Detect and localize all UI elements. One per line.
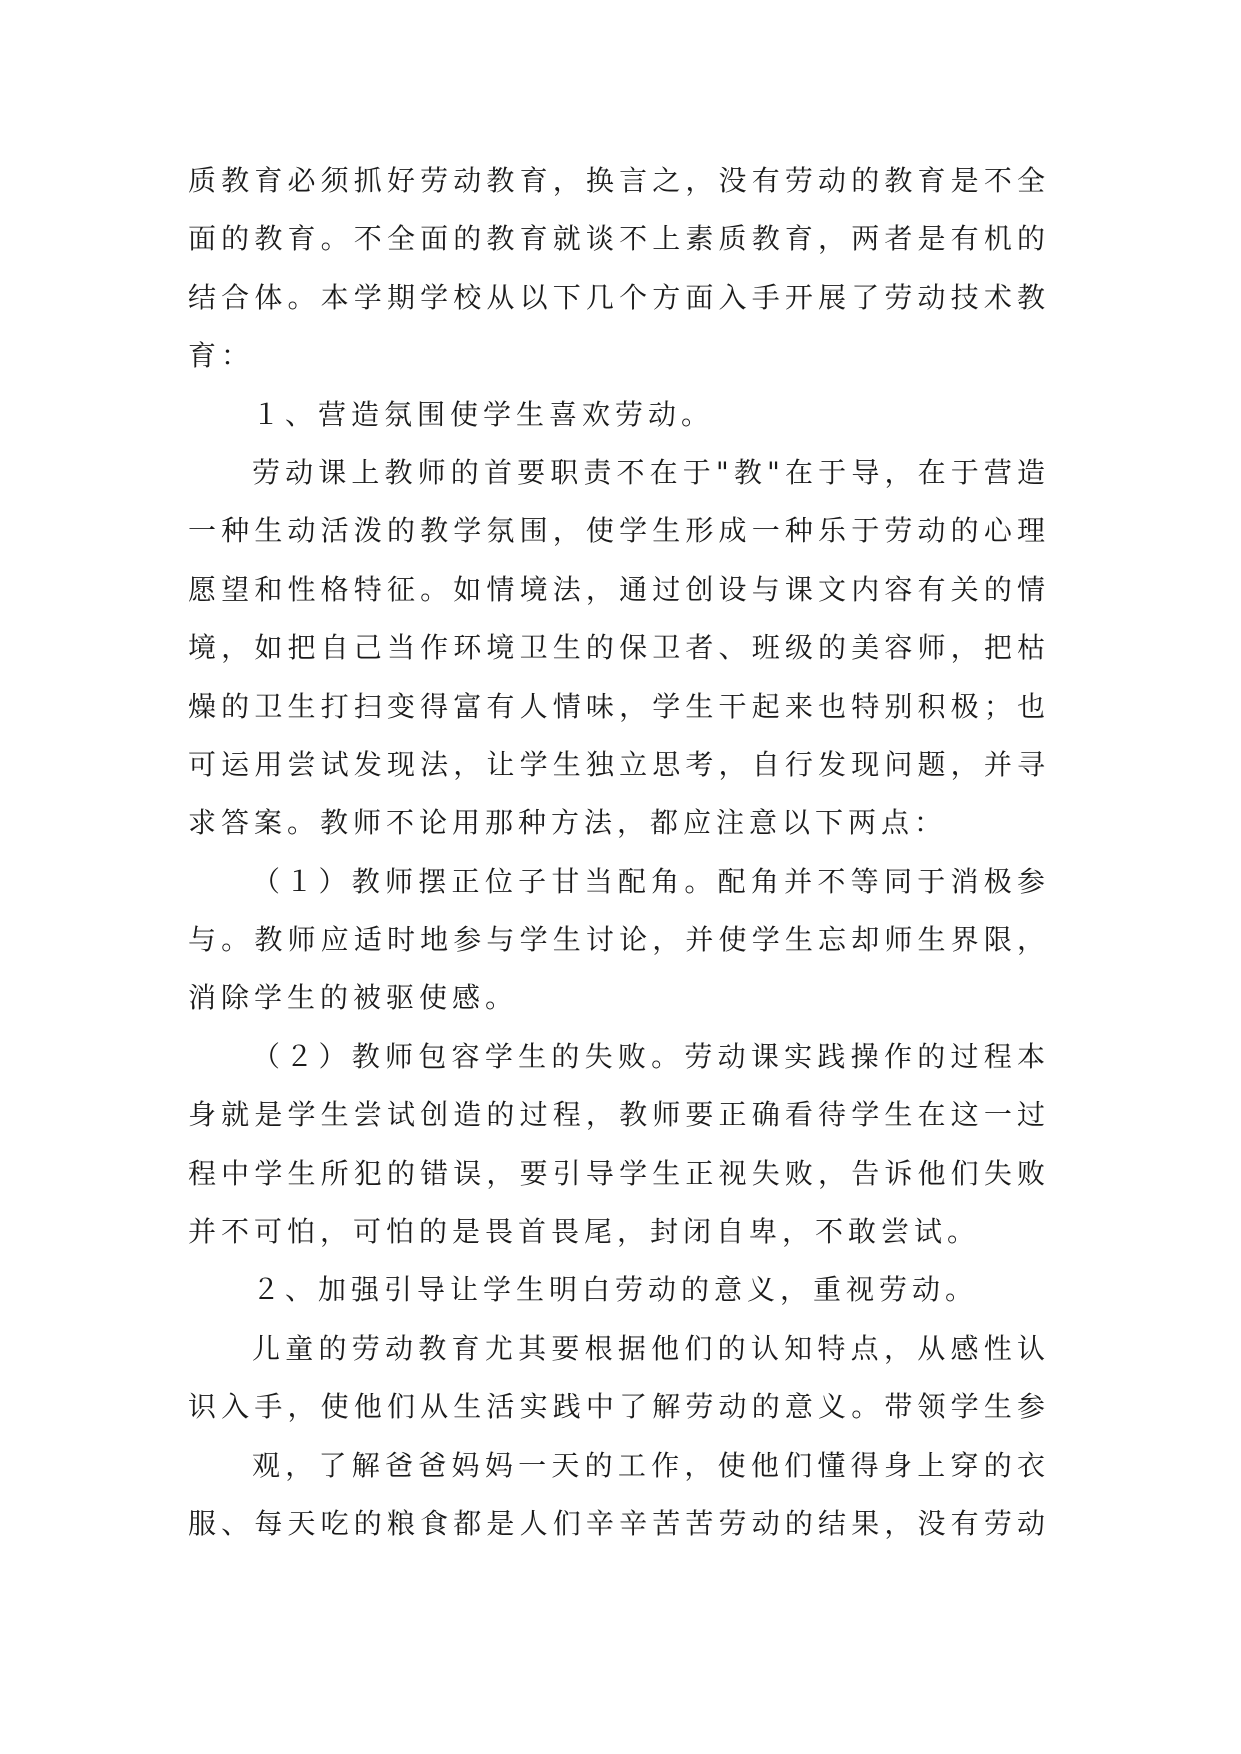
list-item-2: （２）教师包容学生的失败。劳动课实践操作的过程本	[252, 1039, 1050, 1073]
text-line: 结合体。本学期学校从以下几个方面入手开展了劳动技术教	[188, 280, 1050, 314]
section-heading-2: ２、加强引导让学生明白劳动的意义，重视劳动。	[252, 1273, 979, 1307]
text-line: 境，如把自己当作环境卫生的保卫者、班级的美容师，把枯	[188, 631, 1050, 665]
text-line: 求答案。教师不论用那种方法，都应注意以下两点：	[188, 806, 948, 840]
text-line: 儿童的劳动教育尤其要根据他们的认知特点，从感性认	[252, 1331, 1050, 1365]
text-line: 一种生动活泼的教学氛围，使学生形成一种乐于劳动的心理	[188, 514, 1050, 548]
text-line: 并不可怕，可怕的是畏首畏尾，封闭自卑，不敢尝试。	[188, 1215, 981, 1249]
text-line: 与。教师应适时地参与学生讨论，并使学生忘却师生界限，	[188, 923, 1050, 957]
section-heading-1: １、营造氛围使学生喜欢劳动。	[252, 397, 715, 431]
text-line: 服、每天吃的粮食都是人们辛辛苦苦劳动的结果，没有劳动	[188, 1506, 1050, 1540]
text-line: 愿望和性格特征。如情境法，通过创设与课文内容有关的情	[188, 572, 1050, 606]
text-line: 观，了解爸爸妈妈一天的工作，使他们懂得身上穿的衣	[252, 1448, 1050, 1482]
text-line: 质教育必须抓好劳动教育，换言之，没有劳动的教育是不全	[188, 164, 1050, 197]
text-line: 消除学生的被驱使感。	[188, 981, 519, 1015]
text-line: 程中学生所犯的错误，要引导学生正视失败，告诉他们失败	[188, 1156, 1050, 1190]
text-line: 识入手，使他们从生活实践中了解劳动的意义。带领学生参	[188, 1390, 1050, 1424]
list-item-1: （１）教师摆正位子甘当配角。配角并不等同于消极参	[252, 864, 1050, 898]
text-line: 面的教育。不全面的教育就谈不上素质教育，两者是有机的	[188, 222, 1050, 256]
text-line: 身就是学生尝试创造的过程，教师要正确看待学生在这一过	[188, 1098, 1050, 1132]
text-line: 育：	[188, 339, 255, 373]
document-body	[188, 152, 1050, 1553]
text-line: 劳动课上教师的首要职责不在于"教"在于导，在于营造	[252, 455, 1050, 489]
text-line: 燥的卫生打扫变得富有人情味，学生干起来也特别积极；也	[188, 689, 1050, 723]
text-line: 可运用尝试发现法，让学生独立思考，自行发现问题，并寻	[188, 747, 1050, 781]
